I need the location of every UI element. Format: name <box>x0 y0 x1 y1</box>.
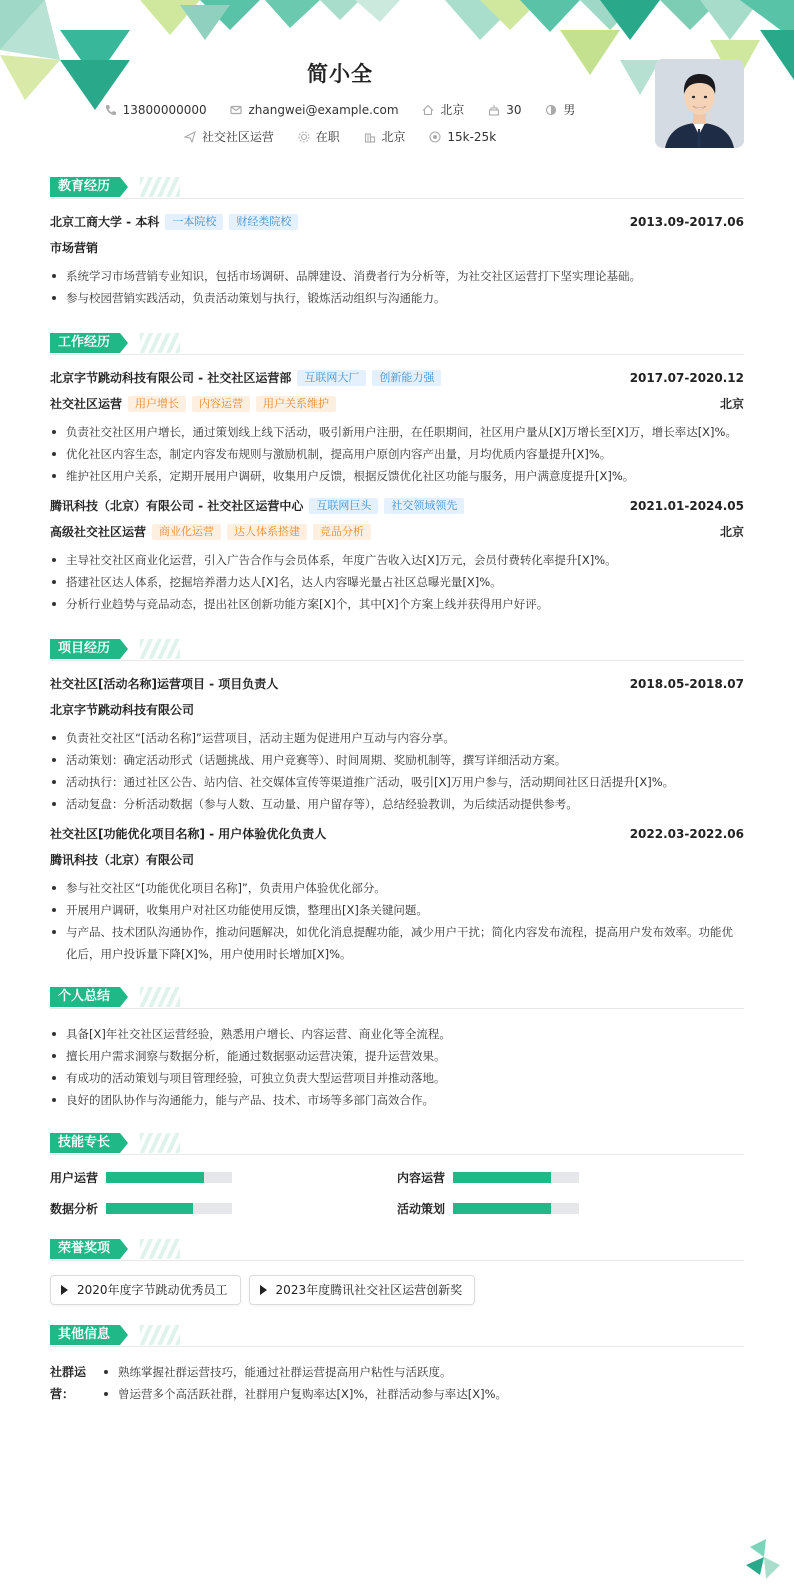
list-item: 参与校园营销实践活动，负责活动策划与执行，锻炼活动组织与沟通能力。 <box>50 287 744 309</box>
salary-item <box>429 130 496 144</box>
education-bullets <box>50 265 744 309</box>
skill-bar-fill <box>106 1172 204 1183</box>
other-section-header <box>50 1325 744 1347</box>
skill-bar <box>453 1203 579 1214</box>
list-item: 具备[X]年社交社区运营经验，熟悉用户增长、内容运营、商业化等全流程。 <box>50 1023 744 1045</box>
role-tag: 达人体系搭建 <box>227 524 307 540</box>
project-company: 北京字节跳动科技有限公司 <box>50 703 195 717</box>
resume-header <box>0 0 794 170</box>
project-period: 2018.05-2018.07 <box>629 677 744 691</box>
education-header-row <box>50 213 744 231</box>
footer-logo-decoration <box>746 1539 780 1579</box>
skill-item <box>50 1200 397 1217</box>
education-period: 2013.09-2017.06 <box>629 215 744 229</box>
job-role-row <box>50 395 744 413</box>
phone-text: 13800000000 <box>122 103 207 117</box>
list-item: 分析行业趋势与竞品动态，提出社区创新功能方案[X]个，其中[X]个方案上线并获得用户好评。 <box>50 593 744 615</box>
other-label: 社群运营： <box>50 1365 87 1401</box>
skills-section <box>50 1133 744 1217</box>
award-item <box>249 1275 476 1305</box>
list-item: 曾运营多个高活跃社群，社群用户复购率达[X]%，社群活动参与率达[X]%。 <box>102 1383 507 1405</box>
salary-text: 15k-25k <box>447 130 497 144</box>
award-label: 2020年度字节跳动优秀员工 <box>77 1283 228 1297</box>
role-tag: 用户增长 <box>128 396 186 412</box>
section-title-stripes <box>140 639 180 659</box>
job-header-row <box>50 369 744 387</box>
skill-label: 数据分析 <box>50 1202 99 1216</box>
section-title-stripes <box>140 1133 180 1153</box>
skill-label: 用户运营 <box>50 1171 99 1185</box>
job-header-row <box>50 497 744 515</box>
job-target-text: 社交社区运营 <box>201 130 274 144</box>
projects-section-header <box>50 639 744 661</box>
job-bullets <box>50 549 744 615</box>
list-item: 优化社区内容生态，制定内容发布规则与激励机制，提高用户原创内容产出量，月均优质内容量提升[X]%。 <box>50 443 744 465</box>
award-item <box>50 1275 241 1305</box>
company-tag: 社交领域领先 <box>384 498 464 514</box>
skill-label: 活动策划 <box>397 1202 446 1216</box>
list-item: 搭建社区达人体系，挖掘培养潜力达人[X]名，达人内容曝光量占社区总曝光量[X]%。 <box>50 571 744 593</box>
target-city-text: 北京 <box>381 130 406 144</box>
job-period: 2021.01-2024.05 <box>629 499 744 513</box>
school-tag: 财经类院校 <box>229 214 298 230</box>
list-item: 系统学习市场营销专业知识，包括市场调研、品牌建设、消费者行为分析等，为社交社区运营打下坚实理论基础。 <box>50 265 744 287</box>
skill-item <box>397 1200 744 1217</box>
skills-grid <box>50 1169 744 1217</box>
skill-bar <box>106 1203 232 1214</box>
status-icon <box>298 131 310 143</box>
section-title: 项目经历 <box>50 639 120 659</box>
summary-section <box>50 987 744 1111</box>
role-tag: 用户关系维护 <box>256 396 336 412</box>
role-tag: 竞品分析 <box>313 524 371 540</box>
job-target-item <box>184 128 274 145</box>
location-text: 北京 <box>440 103 465 117</box>
age-text: 30 <box>506 103 522 117</box>
email-icon <box>230 104 242 116</box>
role-tag: 商业化运营 <box>152 524 221 540</box>
skill-bar <box>453 1172 579 1183</box>
project-name: 社交社区[功能优化项目名称] - 用户体验优化负责人 <box>50 827 327 841</box>
project-header-row <box>50 825 744 843</box>
list-item: 维护社区用户关系，定期开展用户调研，收集用户反馈，根据反馈优化社区功能与服务，用户满意度提升[X]%。 <box>50 465 744 487</box>
section-title: 教育经历 <box>50 177 120 197</box>
list-item: 良好的团队协作与沟通能力，能与产品、技术、市场等多部门高效合作。 <box>50 1089 744 1111</box>
list-item: 活动执行：通过社区公告、站内信、社交媒体宣传等渠道推广活动，吸引[X]万用户参与，活动期间社区日活提升[X]%。 <box>50 771 744 793</box>
section-title: 技能专长 <box>50 1133 120 1153</box>
other-section <box>50 1325 744 1405</box>
salary-icon <box>429 131 441 143</box>
role-tag: 内容运营 <box>192 396 250 412</box>
award-label: 2023年度腾讯社交社区运营创新奖 <box>275 1283 463 1297</box>
target-icon <box>184 131 196 143</box>
company-tag: 创新能力强 <box>372 370 441 386</box>
list-item: 开展用户调研，收集用户对社区功能使用反馈，整理出[X]条关键问题。 <box>50 899 744 921</box>
project-bullets <box>50 727 744 815</box>
job-intention-row <box>0 128 680 145</box>
major-name: 市场营销 <box>50 241 99 255</box>
project-period: 2022.03-2022.06 <box>629 827 744 841</box>
section-title: 其他信息 <box>50 1325 120 1345</box>
skills-section-header <box>50 1133 744 1155</box>
honors-section <box>50 1239 744 1305</box>
awards-list <box>50 1275 744 1305</box>
job-city: 北京 <box>719 397 744 411</box>
home-icon <box>422 104 434 116</box>
status-text: 在职 <box>315 130 340 144</box>
list-item: 负责社交社区用户增长，通过策划线上线下活动，吸引新用户注册，在任职期间，社区用户量从[X]万增长至[X]万，增长率达[X]%。 <box>50 421 744 443</box>
resume-body <box>50 177 744 1405</box>
summary-section-header <box>50 987 744 1009</box>
list-item: 负责社交社区“[活动名称]”运营项目，活动主题为促进用户互动与内容分享。 <box>50 727 744 749</box>
location-item <box>422 101 464 118</box>
list-item: 主导社交社区商业化运营，引入广告合作与会员体系，年度广告收入达[X]万元，会员付费转化率提升[X]%。 <box>50 549 744 571</box>
gender-item <box>545 101 575 118</box>
job-city: 北京 <box>719 525 744 539</box>
list-item: 熟练掌握社群运营技巧，能通过社群运营提高用户粘性与活跃度。 <box>102 1361 507 1383</box>
job-role: 社交社区运营 <box>50 397 123 411</box>
job-bullets <box>50 421 744 487</box>
summary-bullets <box>50 1023 744 1111</box>
phone-icon <box>105 104 117 116</box>
avatar <box>655 59 744 148</box>
list-item: 与产品、技术团队沟通协作，推动问题解决，如优化消息提醒功能，减少用户干扰；简化内容发布流程，提高用户发布效率。功能优化后，用户投诉量下降[X]%，用户使用时长增加[X]%。 <box>50 921 744 965</box>
age-icon <box>488 104 500 116</box>
project-name: 社交社区[活动名称]运营项目 - 项目负责人 <box>50 677 279 691</box>
section-title-stripes <box>140 333 180 353</box>
project-header-row <box>50 675 744 693</box>
section-title-stripes <box>140 1325 180 1345</box>
section-title: 工作经历 <box>50 333 120 353</box>
skill-bar <box>106 1172 232 1183</box>
gender-text: 男 <box>563 103 576 117</box>
honors-section-header <box>50 1239 744 1261</box>
gender-icon <box>545 104 557 116</box>
project-company: 腾讯科技（北京）有限公司 <box>50 853 195 867</box>
projects-section <box>50 639 744 965</box>
candidate-name: 简小全 <box>307 62 373 86</box>
age-item <box>488 103 521 117</box>
education-section-header <box>50 177 744 199</box>
list-item: 有成功的活动策划与项目管理经验，可独立负责大型运营项目并推动落地。 <box>50 1067 744 1089</box>
skill-label: 内容运营 <box>397 1171 446 1185</box>
company-tag: 互联网巨头 <box>309 498 378 514</box>
target-city-item <box>364 128 406 145</box>
job-period: 2017.07-2020.12 <box>629 371 744 385</box>
phone-item <box>105 103 207 117</box>
education-section <box>50 177 744 309</box>
list-item: 活动复盘：分析活动数据（参与人数、互动量、用户留存等），总结经验教训，为后续活动提供参考。 <box>50 793 744 815</box>
section-title-stripes <box>140 1239 180 1259</box>
skill-bar-fill <box>453 1172 551 1183</box>
list-item: 活动策划：确定活动形式（话题挑战、用户竞赛等）、时间周期、奖励机制等，撰写详细活动方案。 <box>50 749 744 771</box>
play-triangle-icon <box>260 1285 267 1295</box>
basic-info-row <box>0 101 680 118</box>
company-name: 北京字节跳动科技有限公司 - 社交社区运营部 <box>50 371 292 385</box>
job-role-row <box>50 523 744 541</box>
list-item: 参与社交社区“[功能优化项目名称]”，负责用户体验优化部分。 <box>50 877 744 899</box>
other-info-row <box>50 1361 744 1405</box>
skill-bar-fill <box>453 1203 551 1214</box>
avatar-illustration <box>655 59 744 148</box>
skill-bar-fill <box>106 1203 193 1214</box>
city-icon <box>364 131 376 143</box>
skill-item <box>50 1169 397 1186</box>
section-title: 个人总结 <box>50 987 120 1007</box>
play-triangle-icon <box>61 1285 68 1295</box>
section-title-stripes <box>140 987 180 1007</box>
email-text: zhangwei@example.com <box>248 103 399 117</box>
status-item <box>298 128 340 145</box>
section-title-stripes <box>140 177 180 197</box>
work-section-header <box>50 333 744 355</box>
section-title: 荣誉奖项 <box>50 1239 120 1259</box>
school-name: 北京工商大学 - 本科 <box>50 215 160 229</box>
other-bullets <box>102 1361 507 1405</box>
school-tag: 一本院校 <box>165 214 223 230</box>
work-section <box>50 333 744 615</box>
job-role: 高级社交社区运营 <box>50 525 147 539</box>
company-name: 腾讯科技（北京）有限公司 - 社交社区运营中心 <box>50 499 304 513</box>
skill-item <box>397 1169 744 1186</box>
project-bullets <box>50 877 744 965</box>
list-item: 擅长用户需求洞察与数据分析，能通过数据驱动运营决策，提升运营效果。 <box>50 1045 744 1067</box>
email-item <box>230 103 398 117</box>
company-tag: 互联网大厂 <box>297 370 366 386</box>
